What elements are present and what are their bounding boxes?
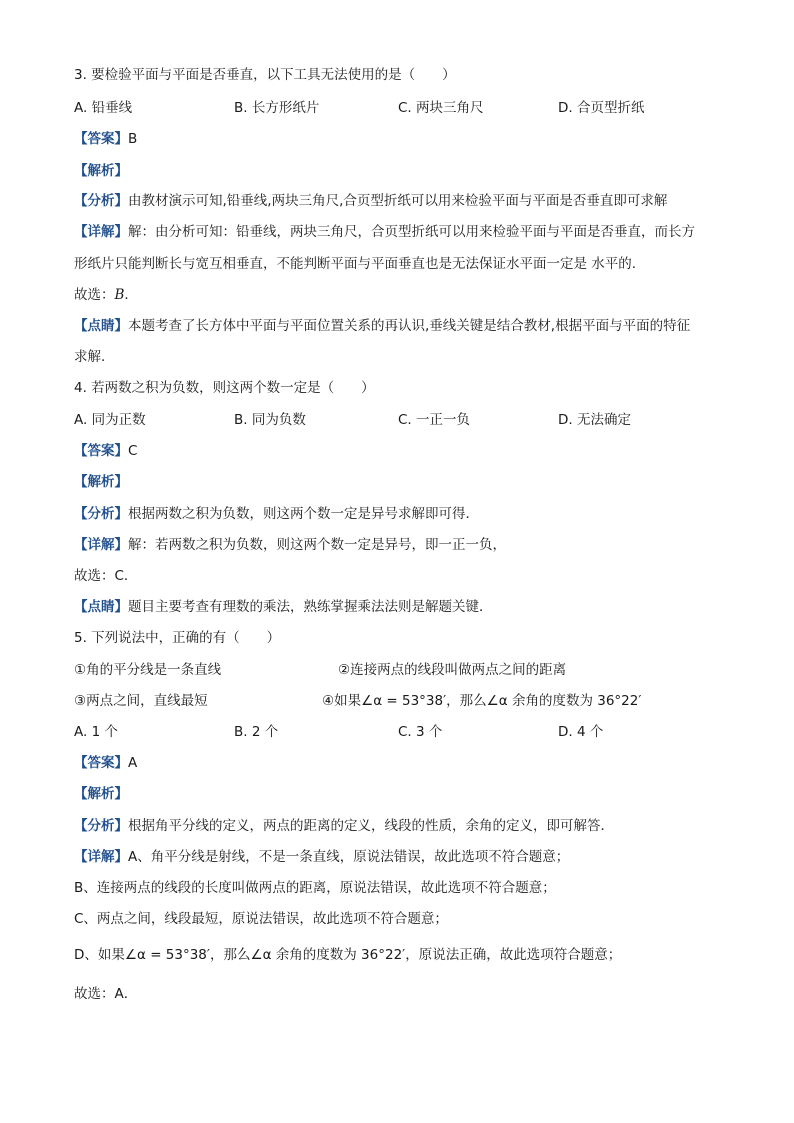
answer-value: C [128,443,138,459]
fenxi-text: 根据两数之积为负数，则这两个数一定是异号求解即可得． [128,506,479,522]
xiangjie-tag: 【详解】 [74,849,128,865]
q3-analysis-heading [74,162,128,180]
q4-fenxi [74,505,479,523]
q5-option-a: A. 1 个 [74,724,118,740]
dianjing-text: 题目主要考查有理数的乘法，熟练掌握乘法法则是解题关键． [128,599,493,615]
q3-option-d: D. 合页型折纸 [558,100,645,116]
q3-fenxi [74,192,667,210]
q5-option-d: D. 4 个 [558,724,604,740]
fenxi-tag: 【分析】 [74,193,128,209]
choose-prefix: 故选： [74,287,115,303]
q5-line-c: C、两点之间，线段最短，原说法错误，故此选项不符合题意； [74,911,448,927]
q3-choose [74,286,138,304]
xiangjie-tag: 【详解】 [74,224,128,240]
analysis-tag: 【解析】 [74,163,128,179]
xiangjie-text: 解：由分析可知：铅垂线，两块三角尺，合页型折纸可以用来检验平面与平面是否垂直，而长方 [128,224,695,240]
q4-analysis-heading [74,473,128,491]
q5-statement-3: ③两点之间，直线最短 [74,693,208,709]
q3-option-b: B. 长方形纸片 [234,100,320,116]
dianjing-text: 本题考查了长方体中平面与平面位置关系的再认识,垂线关键是结合教材,根据平面与平面的特征 [128,318,691,334]
q5-statement-4: ④如果∠α = 53°38′，那么∠α 余角的度数为 36°22′ [322,693,642,709]
q4-dianjing [74,598,493,616]
q5-line-d: D、如果∠α = 53°38′，那么∠α 余角的度数为 36°22′，原说法正确，故此选项符合题意； [74,947,622,963]
fenxi-tag: 【分析】 [74,506,128,522]
q5-statement-1: ①角的平分线是一条直线 [74,662,222,678]
fenxi-text: 由教材演示可知,铅垂线,两块三角尺,合页型折纸可以用来检验平面与平面是否垂直即可求解 [128,193,668,209]
q3-answer [74,130,137,148]
q3-dianjing [74,317,690,335]
q5-option-b: B. 2 个 [234,724,279,740]
q5-question: 5. 下列说法中，正确的有（ ） [74,630,281,646]
q5-statement-2: ②连接两点的线段叫做两点之间的距离 [338,662,567,678]
q3-question: 3. 要检验平面与平面是否垂直，以下工具无法使用的是（ ） [74,67,456,83]
q5-option-c: C. 3 个 [398,724,443,740]
xiangjie-text: A、角平分线是射线，不是一条直线，原说法错误，故此选项不符合题意； [128,849,570,865]
fenxi-tag: 【分析】 [74,818,128,834]
q4-choose: 故选：C． [74,568,138,584]
answer-tag: 【答案】 [74,443,128,459]
q5-answer [74,754,137,772]
q3-dianjing-cont: 求解. [74,349,106,365]
dianjing-tag: 【点睛】 [74,318,128,334]
q5-fenxi [74,817,614,835]
answer-tag: 【答案】 [74,131,128,147]
q3-option-a: A. 铅垂线 [74,100,133,116]
q4-option-d: D. 无法确定 [558,412,631,428]
q4-option-b: B. 同为负数 [234,412,306,428]
q4-option-c: C. 一正一负 [398,412,471,428]
analysis-tag: 【解析】 [74,474,128,490]
xiangjie-text: 解：若两数之积为负数，则这两个数一定是异号，即一正一负， [128,537,506,553]
q5-xiangjie [74,848,569,866]
xiangjie-tag: 【详解】 [74,537,128,553]
q3-option-c: C. 两块三角尺 [398,100,484,116]
answer-value: B [128,131,138,147]
q5-choose: 故选：A． [74,986,138,1002]
q4-xiangjie [74,536,506,554]
choose-letter: B [114,287,125,303]
q5-line-b: B、连接两点的线段的长度叫做两点的距离，原说法错误，故此选项不符合题意； [74,880,556,896]
q4-answer [74,442,137,460]
q4-question: 4. 若两数之积为负数，则这两个数一定是（ ） [74,380,375,396]
q3-xiangjie-cont: 形纸片只能判断长与宽互相垂直，不能判断平面与平面垂直也是无法保证水平面一定是 水平的. [74,256,637,272]
fenxi-text: 根据角平分线的定义，两点的距离的定义，线段的性质，余角的定义，即可解答． [128,818,614,834]
answer-tag: 【答案】 [74,755,128,771]
q3-xiangjie [74,223,695,241]
choose-suffix: ． [124,287,138,303]
answer-value: A [128,755,138,771]
q5-analysis-heading [74,785,128,803]
dianjing-tag: 【点睛】 [74,599,128,615]
q4-option-a: A. 同为正数 [74,412,146,428]
analysis-tag: 【解析】 [74,786,128,802]
